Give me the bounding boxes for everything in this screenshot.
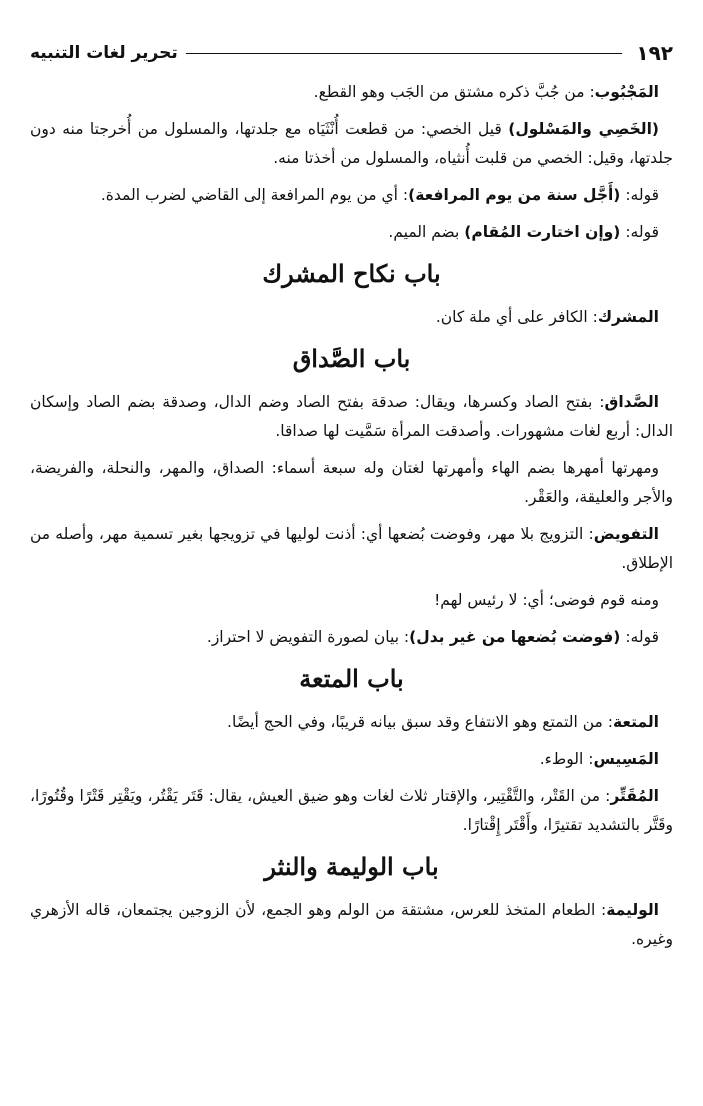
paragraph-text: قيل الخصي: من قطعت أُنْثَيَاه مع جلدتها، والمسلول من أُخرجتا منه دون جلدتها، وقيل: الخصي من قلبت أُنثياه، والمسلول من أخذتا منه. [30,120,673,167]
paragraph-text: بضم الميم. [388,223,465,241]
body-text [30,78,673,954]
book-page [30,38,673,1088]
paragraph-murafaa [30,181,673,210]
paragraph-text: ومهرتها أمهرها بضم الهاء وأمهرتها لغتان وله سبعة أسماء: الصداق، والمهر، والنحلة، والفريضة، والأجر والعليقة، والعَقْر. [30,459,673,506]
paragraph-tafwid [30,520,673,578]
paragraph-muqattir [30,782,673,840]
paragraph-text: : بيان لصورة التفويض لا احتراز. [206,628,410,646]
quote-lead: قوله: [620,223,659,241]
term-masis: المَسِيس [593,750,659,768]
quote-lead: قوله: [620,186,659,204]
paragraph-sadaq [30,388,673,446]
paragraph-text: : بفتح الصاد وكسرها، ويقال: صدقة بفتح الصاد وضم الدال، وصدقة بضم الصاد وإسكان الدال: أربع لغات مشهورات. وأصدقت المرأة سَمَّيت لها صداقا. [30,393,673,440]
book-title: تحرير لغات التنبيه [30,43,178,63]
term-khasi: (الخَصِي والمَسْلول) [508,120,660,138]
quote-budaa: (فوضت بُضعها من غير بدل) [409,628,621,646]
running-head [30,38,673,68]
term-muqattir: المُقَتِّر [610,787,659,805]
chapter-heading-mushrik: باب نكاح المشرك [262,259,441,288]
term-sadaq: الصَّداق [604,393,659,411]
paragraph-text: : من التمتع وهو الانتفاع وقد سبق بيانه قريبًا، وفي الحج أيضًا. [227,713,613,731]
paragraph-text: ومنه قوم فوضى؛ أي: لا رئيس لهم! [434,591,659,609]
quote-lead: قوله: [620,628,659,646]
paragraph-khasi [30,115,673,173]
paragraph-muqam [30,218,673,247]
paragraph-budaa [30,623,673,652]
paragraph-majbub [30,78,673,107]
paragraph-text: : التزويج بلا مهر، وفوضت بُضعها أي: أذنت لوليها في تزويجها بغير تسمية مهر، وأصله من الإطلاق. [30,525,673,572]
chapter-heading-mutaa: باب المتعة [299,664,404,693]
paragraph-walima [30,896,673,954]
paragraph-text: : أي من يوم المرافعة إلى القاضي لضرب المدة. [100,186,409,204]
chapter-heading-walima: باب الوليمة والنثر [264,852,439,881]
paragraph-mutaa [30,708,673,737]
paragraph-mushrik [30,303,673,332]
quote-muqam: (وإن اختارت المُقام) [464,223,621,241]
page-number: ١٩٢ [636,41,673,65]
term-mushrik: المشرك [597,308,659,326]
term-walima: الوليمة [606,901,659,919]
paragraph-fawda [30,586,673,615]
paragraph-masis [30,745,673,774]
paragraph-text: : من جُبَّ ذكره مشتق من الجَب وهو القطع. [313,83,595,101]
paragraph-mahr [30,454,673,512]
quote-murafaa: (أَجَّل سنة من يوم المرافعة) [408,186,621,204]
term-tafwid: التفويض [593,525,659,543]
term-majbub: المَجْبُوب [594,83,659,101]
paragraph-text: : الطعام المتخذ للعرس، مشتقة من الولم وهو الجمع، لأن الزوجين يجتمعان، قاله الأزهري وغيره. [30,901,673,948]
header-rule [186,53,623,54]
paragraph-text: : الوطء. [539,750,594,768]
paragraph-text: : الكافر على أي ملة كان. [435,308,598,326]
paragraph-text: : من القَتْر، والتَّقْتِير، والإقتار ثلاث لغات وهو ضيق العيش، يقال: قَتَر يَقْتُر، ويَقْتِر قَتْرًا وقُتُورًا، وقَتَّر بالتشديد تقتيرًا، وأَقْتَر إِقْتارًا. [30,787,673,834]
term-mutaa: المتعة [612,713,659,731]
chapter-heading-sadaq: باب الصَّداق [292,344,411,373]
